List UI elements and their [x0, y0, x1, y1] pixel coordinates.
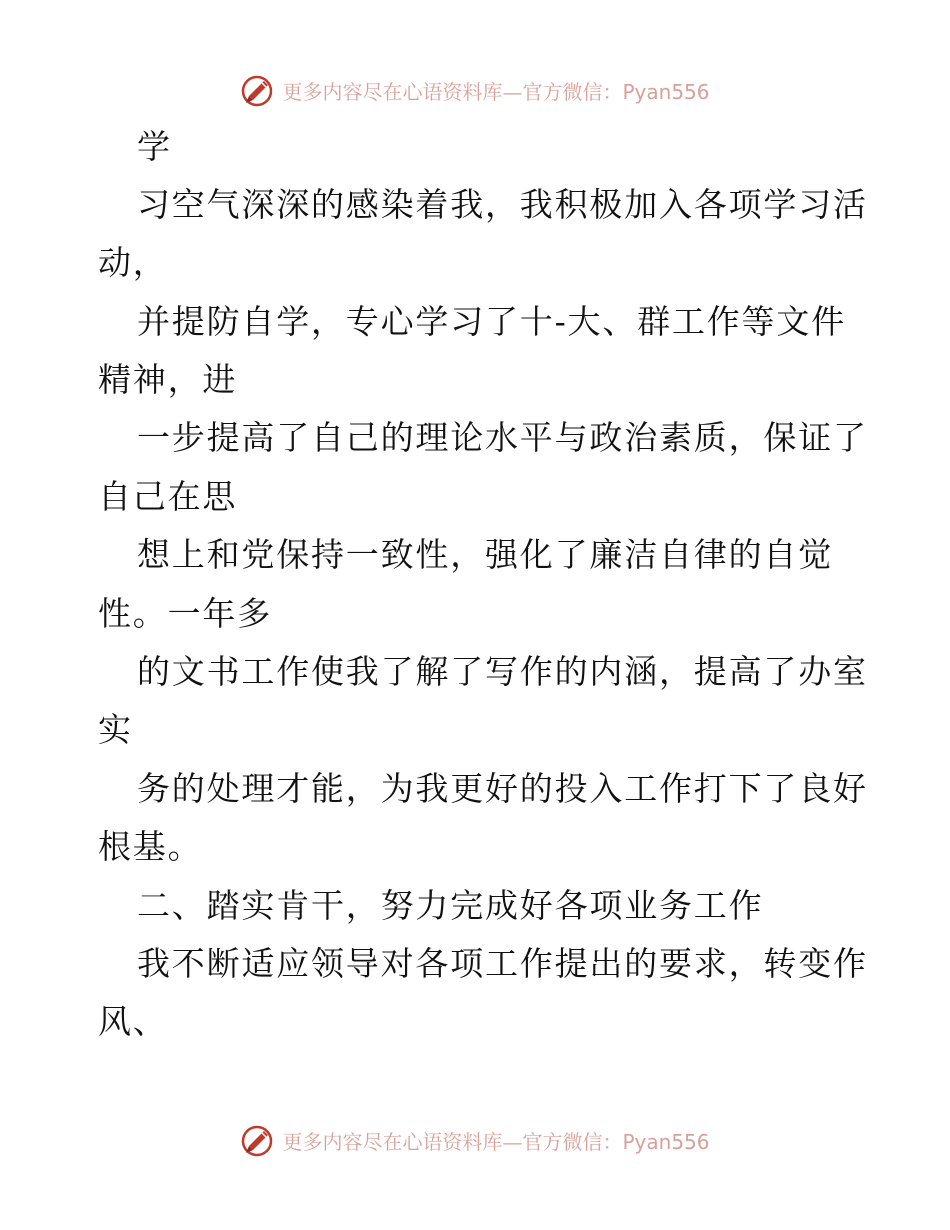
text-line: 精神，进	[98, 360, 238, 399]
banner-label: 更多内容尽在心语资料库—官方微信：	[282, 1129, 623, 1154]
text-line: 性。一年多	[98, 594, 272, 633]
text-line: 务的处理才能，为我更好的投入工作打下了良好	[137, 769, 868, 808]
banner-label: 更多内容尽在心语资料库—官方微信：	[282, 79, 623, 104]
header-banner	[0, 68, 950, 112]
text-line: 我不断适应领导对各项工作提出的要求，转变作	[137, 944, 868, 983]
text-line: 根基。	[98, 827, 203, 866]
pen-logo-icon	[240, 1122, 276, 1158]
text-line: 的文书工作使我了解了写作的内涵，提高了办室	[137, 652, 868, 691]
text-line: 习空气深深的感染着我，我积极加入各项学习活	[137, 185, 868, 224]
wechat-id: Pyan556	[622, 79, 710, 104]
text-line: 想上和党保持一致性，强化了廉洁自律的自觉	[137, 535, 833, 574]
text-line: 学	[137, 127, 172, 166]
text-line: 并提防自学，专心学习了十-大、群工作等文件	[137, 302, 846, 341]
wechat-id: Pyan556	[622, 1129, 710, 1154]
footer-banner	[0, 1118, 950, 1162]
text-line: 实	[98, 710, 133, 749]
banner-text	[282, 1126, 709, 1155]
text-line: 自己在思	[98, 477, 238, 516]
text-line: 风、	[98, 1002, 168, 1041]
section-heading: 二、踏实肯干，努力完成好各项业务工作	[137, 886, 764, 925]
pen-logo-icon	[240, 72, 276, 108]
banner-text	[282, 76, 709, 105]
text-line: 一步提高了自己的理论水平与政治素质，保证了	[137, 418, 868, 457]
text-line: 动，	[98, 243, 168, 282]
